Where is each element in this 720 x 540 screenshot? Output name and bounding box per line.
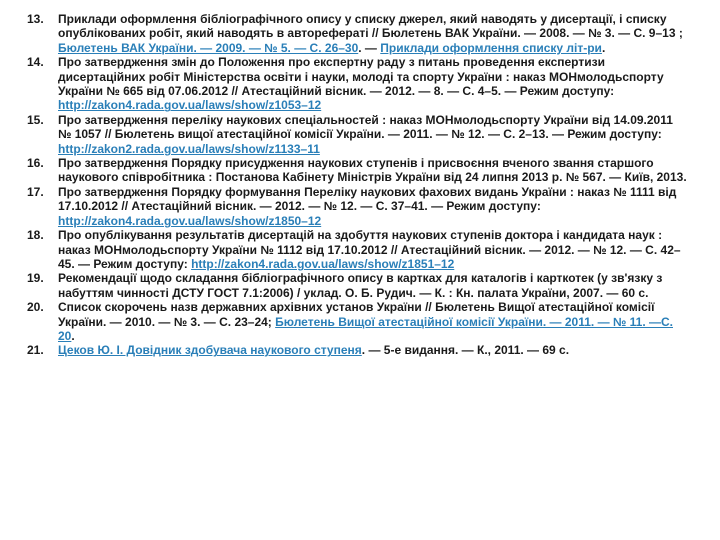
reference-link[interactable]: http://zakon2.rada.gov.ua/laws/show/z1133–11: [58, 141, 320, 156]
reference-number: 17.: [27, 184, 44, 199]
reference-text-segment: Про затвердження переліку наукових спеціальностей : наказ МОНмолодьспорту України від 14.09.2011 № 1057 // Бюлетень вищої атестаційної комісії України. — 2011. — № 12. — С. 2–13. — Режим доступу:: [58, 112, 673, 142]
reference-item: [27, 12, 687, 55]
reference-text-segment: Про опублікування результатів дисертацій на здобуття наукових ступенів доктора і кандидата наук : наказ МОНмолодьспорту України № 1112 від 17.10.2012 // Атестаційний вісник. — 2012. — № 12. — С. 42–45. — Режим доступу:: [58, 228, 681, 271]
reference-link[interactable]: Бюлетень Вищої атестаційної комісії України. — 2011. — № 11. —С. 20: [58, 314, 673, 343]
reference-list: [27, 12, 687, 358]
reference-text-segment: . — 5-е видання. — К., 2011. — 69 с.: [361, 343, 570, 358]
reference-text: [58, 156, 687, 185]
reference-link[interactable]: Цеков Ю. І. Довідник здобувача наукового ступеня: [58, 343, 362, 358]
reference-text-segment: . —: [358, 40, 381, 55]
reference-text-segment: Рекомендації щодо складання бібліографічного опису в картках для каталогів і карткотек (у зв'язку з набуттям чинності ДСТУ ГОСТ 7.1:2006) / уклад. О. Б. Рудич. — К. : Кн. палата України, 2007. — 60 с.: [58, 271, 663, 300]
reference-text: [58, 12, 687, 55]
reference-item: [27, 55, 687, 113]
reference-text-segment: Про затвердження Порядку присудження наукових ступенів і присвоєння вченого звання старшого наукового співробітника : Постанова Кабінету Міністрів України від 24 липня 2013 р. № 567. — Київ, 2013.: [58, 156, 687, 185]
reference-text: [58, 185, 687, 228]
reference-text-segment: .: [71, 328, 75, 343]
reference-text-segment: .: [601, 40, 606, 55]
reference-text-segment: Про затвердження Порядку формування Переліку наукових фахових видань України : наказ № 1111 від 17.10.2012 // Атестаційний вісник. — 2012. — № 12. — С. 37–41. — Режим доступу:: [58, 184, 677, 214]
reference-text: [58, 113, 687, 156]
reference-number: 21.: [27, 343, 44, 358]
reference-number: 14.: [27, 55, 44, 70]
reference-item: [27, 228, 687, 271]
reference-text: [58, 343, 687, 357]
reference-number: 18.: [27, 228, 44, 243]
reference-item: [27, 300, 687, 343]
reference-item: [27, 113, 687, 156]
reference-text: [58, 300, 687, 343]
reference-text: [58, 55, 687, 113]
reference-text-segment: Про затвердження змін до Положення про експертну раду з питань проведення експертизи дисертаційних робіт Міністерства освіти і науки, молоді та спорту України : наказ МОНмолодьспорту України № 665 від 07.06.2012 // Атестаційний вісник. — 2012. — 8. — С. 4–5. — Режим доступу:: [58, 55, 664, 99]
reference-number: 16.: [27, 156, 44, 171]
reference-text-segment: Список скорочень назв державних архівних установ України // Бюлетень Вищої атестаційної комісії України. — 2010. — № 3. — С. 23–24;: [58, 300, 655, 329]
reference-item: [27, 271, 687, 300]
reference-link[interactable]: http://zakon4.rada.gov.ua/laws/show/z1850–12: [58, 213, 322, 228]
reference-text: [58, 271, 687, 300]
reference-item: [27, 156, 687, 185]
reference-link[interactable]: http://zakon4.rada.gov.ua/laws/show/z1053–12: [58, 98, 322, 113]
reference-item: [27, 343, 687, 357]
reference-link[interactable]: Приклади оформлення списку літ-ри: [380, 40, 602, 55]
reference-number: 13.: [27, 12, 44, 26]
reference-number: 20.: [27, 300, 44, 315]
reference-text-segment: Приклади оформлення бібліографічного опису у списку джерел, який наводять у дисертації, і списку опублікованих робіт, який наводять в авторефераті // Бюлетень ВАК України. — 2008. — № 3. — С. 9–13 ;: [58, 12, 683, 41]
reference-number: 19.: [27, 271, 44, 286]
reference-link[interactable]: Бюлетень ВАК України. — 2009. — № 5. — С. 26–30: [58, 40, 359, 55]
reference-link[interactable]: http://zakon4.rada.gov.ua/laws/show/z1851–12: [191, 256, 455, 271]
reference-text: [58, 228, 687, 271]
reference-number: 15.: [27, 112, 44, 127]
reference-item: [27, 185, 687, 228]
